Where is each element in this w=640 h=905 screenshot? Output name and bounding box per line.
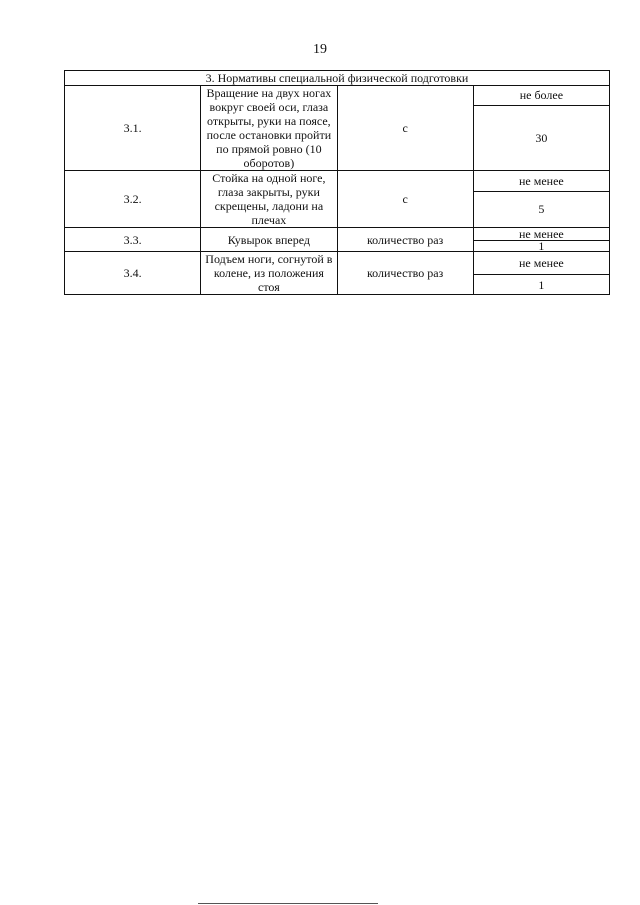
condition-cell: не менее	[473, 228, 609, 241]
exercise-name: Кувырок вперед	[201, 228, 337, 252]
value-cell: 30	[473, 105, 609, 170]
table-row	[65, 86, 610, 106]
row-number: 3.2.	[65, 171, 201, 228]
scan-edge-line	[198, 903, 378, 904]
unit-cell: с	[337, 86, 473, 171]
table-row	[65, 252, 610, 275]
condition-cell: не более	[473, 86, 609, 106]
exercise-name: Стойка на одной ноге, глаза закрыты, руки скрещены, ладони на плечах	[201, 171, 337, 228]
value-cell: 1	[473, 275, 609, 295]
unit-cell: с	[337, 171, 473, 228]
row-number: 3.4.	[65, 252, 201, 295]
exercise-name: Вращение на двух ногах вокруг своей оси, глаза открыты, руки на поясе, после остановки пройти по прямой ровно (10 оборотов)	[201, 86, 337, 171]
condition-cell: не менее	[473, 252, 609, 275]
section-header-row	[65, 71, 610, 86]
row-number: 3.3.	[65, 228, 201, 252]
unit-cell: количество раз	[337, 228, 473, 252]
table-row	[65, 171, 610, 192]
row-number: 3.1.	[65, 86, 201, 171]
page-number: 19	[313, 42, 327, 57]
value-cell: 1	[473, 241, 609, 252]
table-row	[65, 228, 610, 241]
value-cell: 5	[473, 191, 609, 227]
norms-table	[64, 70, 610, 295]
condition-cell: не менее	[473, 171, 609, 192]
exercise-name: Подъем ноги, согнутой в колене, из положения стоя	[201, 252, 337, 295]
section-title: 3. Нормативы специальной физической подготовки	[65, 71, 610, 86]
unit-cell: количество раз	[337, 252, 473, 295]
